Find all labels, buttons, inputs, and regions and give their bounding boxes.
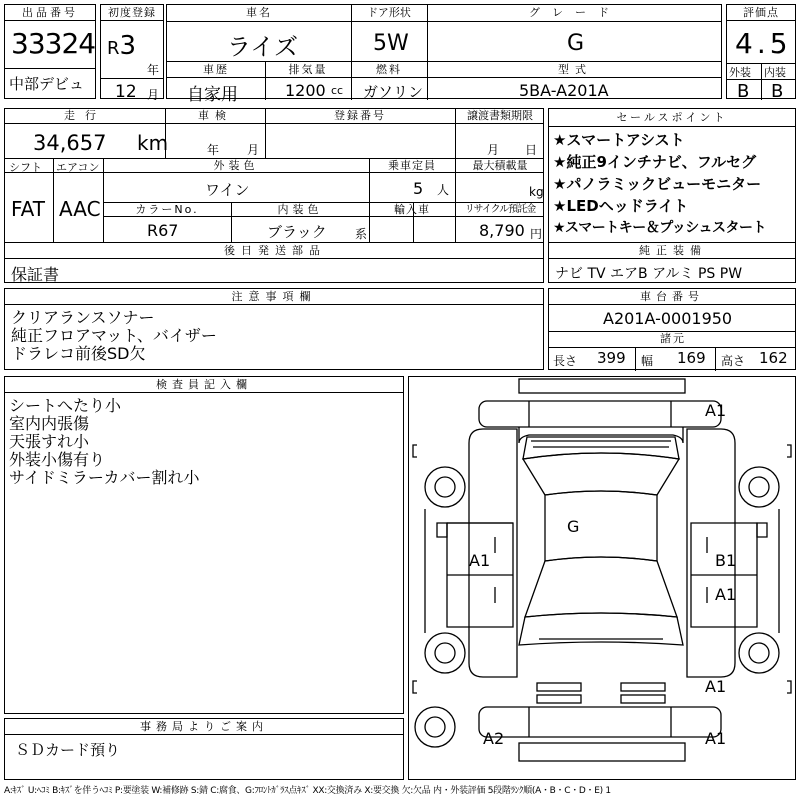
sales-point: ★パノラミックビューモニター [553, 175, 762, 193]
later-parts-label: 後日発送部品 [224, 244, 326, 257]
era: R [107, 38, 120, 59]
width-label: 幅 [641, 354, 654, 368]
office-label: 事務局よりご案内 [5, 719, 403, 735]
transfer-label: 譲渡書類期限 [467, 109, 533, 122]
door-type: 5W [373, 31, 409, 56]
capacity-unit: 人 [437, 183, 450, 197]
colorno-label: カラーNo. [135, 203, 199, 216]
equipment: ナビ TV エアB アルミ PS PW [555, 266, 743, 282]
sales-point: ★LEDヘッドライト [553, 197, 689, 215]
inspection-label: 車検 [198, 109, 232, 122]
chassis-box [548, 288, 796, 370]
score: 4.5 [735, 27, 792, 60]
lot-box [4, 4, 96, 99]
history-label: 車歴 [203, 63, 229, 76]
legend: A:ｷｽﾞ U:ﾍｺﾐ B:ｷｽﾞを伴うﾍｺﾐ P:要塗装 W:補修跡 S:錆 C:腐食、G:ﾌﾛﾝﾄｶﾞﾗｽ点ｷｽﾞ XX:交換済み X:要交換 欠:欠品 内・外装評価 5段階ﾗﾝｸ順(A・B・C・D・E) 1 [4, 786, 611, 796]
chassis-number: A201A-0001950 [603, 309, 733, 328]
note-line: クリアランスソナー [11, 308, 155, 327]
damage-mark-rear-right: A1 [705, 729, 727, 748]
shift-label: シフト [9, 161, 42, 174]
colorno: R67 [147, 221, 179, 240]
first-reg-box [100, 4, 164, 102]
ac: AAC [59, 197, 101, 221]
recycle-label: リサイクル預託金 [464, 204, 536, 215]
capacity: 5 [413, 179, 424, 198]
height-label: 高さ [721, 354, 746, 368]
debut-label: 中部デビュ [9, 75, 85, 93]
yen-unit: 円 [530, 227, 543, 241]
transfer-day: 日 [525, 143, 538, 157]
exterior-color: ワイン [205, 181, 250, 199]
damage-mark-rear-left: A2 [483, 729, 505, 748]
history: 自家用 [187, 85, 238, 105]
inspector-box [4, 376, 404, 714]
displacement-label: 排気量 [288, 63, 328, 76]
recycle-fee: 8,790 [479, 221, 525, 240]
model-label: 型式 [558, 63, 592, 76]
interior-suffix: 系 [355, 227, 368, 241]
inspector-line: 天張すれ小 [9, 432, 90, 451]
grade-label: グレード [529, 6, 621, 19]
chassis-label: 車台番号 [549, 289, 795, 305]
exterior-label: 外装色 [213, 159, 259, 172]
lot-label: 出品番号 [5, 5, 95, 21]
height: 162 [759, 349, 788, 367]
damage-mark-right-rear: A1 [705, 677, 727, 696]
grade: G [567, 31, 585, 56]
interior-label: 内装色 [277, 203, 323, 216]
length: 399 [597, 349, 626, 367]
month-unit: 月 [147, 88, 160, 102]
spec-label: 諸元 [660, 332, 686, 345]
damage-mark-roof: G [567, 517, 580, 536]
damage-mark-front: A1 [705, 401, 727, 420]
ext-label: 外装 [729, 66, 751, 79]
fuel-label: 燃料 [376, 63, 402, 76]
note-line: ドラレコ前後SD欠 [11, 344, 146, 363]
ext-score: B [737, 81, 750, 102]
month-num: 12 [115, 82, 137, 102]
notes-box [4, 288, 544, 370]
load-unit: kg [529, 185, 544, 199]
ac-label: エアコン [56, 161, 100, 174]
vehicle-detail-box [4, 108, 544, 283]
damage-mark-left-door: A1 [469, 551, 491, 570]
equipment-label: 純正装備 [639, 244, 707, 257]
capacity-label: 乗車定員 [388, 159, 436, 172]
year-unit: 年 [147, 63, 160, 77]
carname-label: 車名 [246, 6, 272, 19]
score-box [726, 4, 796, 102]
inspector-line: サイドミラーカバー割れ小 [9, 468, 200, 487]
import-label: 輸入車 [394, 203, 430, 216]
sales-point: ★純正9インチナビ、フルセグ [553, 153, 757, 171]
note-line: 純正フロアマット、バイザー [11, 326, 217, 345]
mileage-label: 走行 [64, 109, 106, 122]
sales-points-box [548, 108, 796, 283]
year-num: 3 [119, 31, 137, 61]
int-score: B [771, 81, 784, 102]
sales-label: セールスポイント [549, 109, 795, 127]
insp-month: 月 [247, 143, 260, 157]
main-header-box [166, 4, 722, 105]
km-unit: km [137, 131, 169, 155]
office-text: ＳＤカード預り [15, 741, 121, 759]
inspector-line: 外装小傷有り [9, 450, 106, 469]
door-label: ドア形状 [367, 6, 411, 19]
insp-year: 年 [207, 143, 220, 157]
mileage: 34,657 [33, 131, 107, 155]
interior-color: ブラック [267, 223, 327, 241]
displacement: 1200 [285, 81, 326, 100]
score-label: 評価点 [727, 5, 795, 21]
fuel: ガソリン [363, 83, 424, 101]
office-box [4, 718, 404, 780]
notes-label: 注意事項欄 [5, 289, 543, 305]
inspector-label: 検査員記入欄 [5, 377, 403, 393]
damage-mark-right-door: B1 [715, 551, 737, 570]
int-label: 内装 [764, 66, 786, 79]
width: 169 [677, 349, 706, 367]
inspector-line: シートへたり小 [9, 396, 122, 415]
later-parts: 保証書 [11, 265, 60, 284]
transfer-month: 月 [487, 143, 500, 157]
cc-unit: cc [331, 84, 344, 97]
load-label: 最大積載量 [472, 159, 528, 172]
regno-label: 登録番号 [334, 109, 386, 122]
sales-point: ★スマートキー＆プッシュスタート [553, 220, 767, 236]
shift: FAT [11, 197, 46, 221]
sales-point: ★スマートアシスト [553, 131, 685, 149]
damage-mark-right-rear-door: A1 [715, 585, 737, 604]
lot-number: 33324 [11, 27, 96, 60]
car-outline-diagram [409, 377, 795, 779]
model-code: 5BA-A201A [519, 81, 609, 100]
inspector-line: 室内内張傷 [9, 414, 90, 433]
first-reg-label: 初度登録 [101, 5, 163, 21]
carname: ライズ [227, 33, 299, 61]
car-diagram [408, 376, 796, 780]
length-label: 長さ [553, 354, 578, 368]
